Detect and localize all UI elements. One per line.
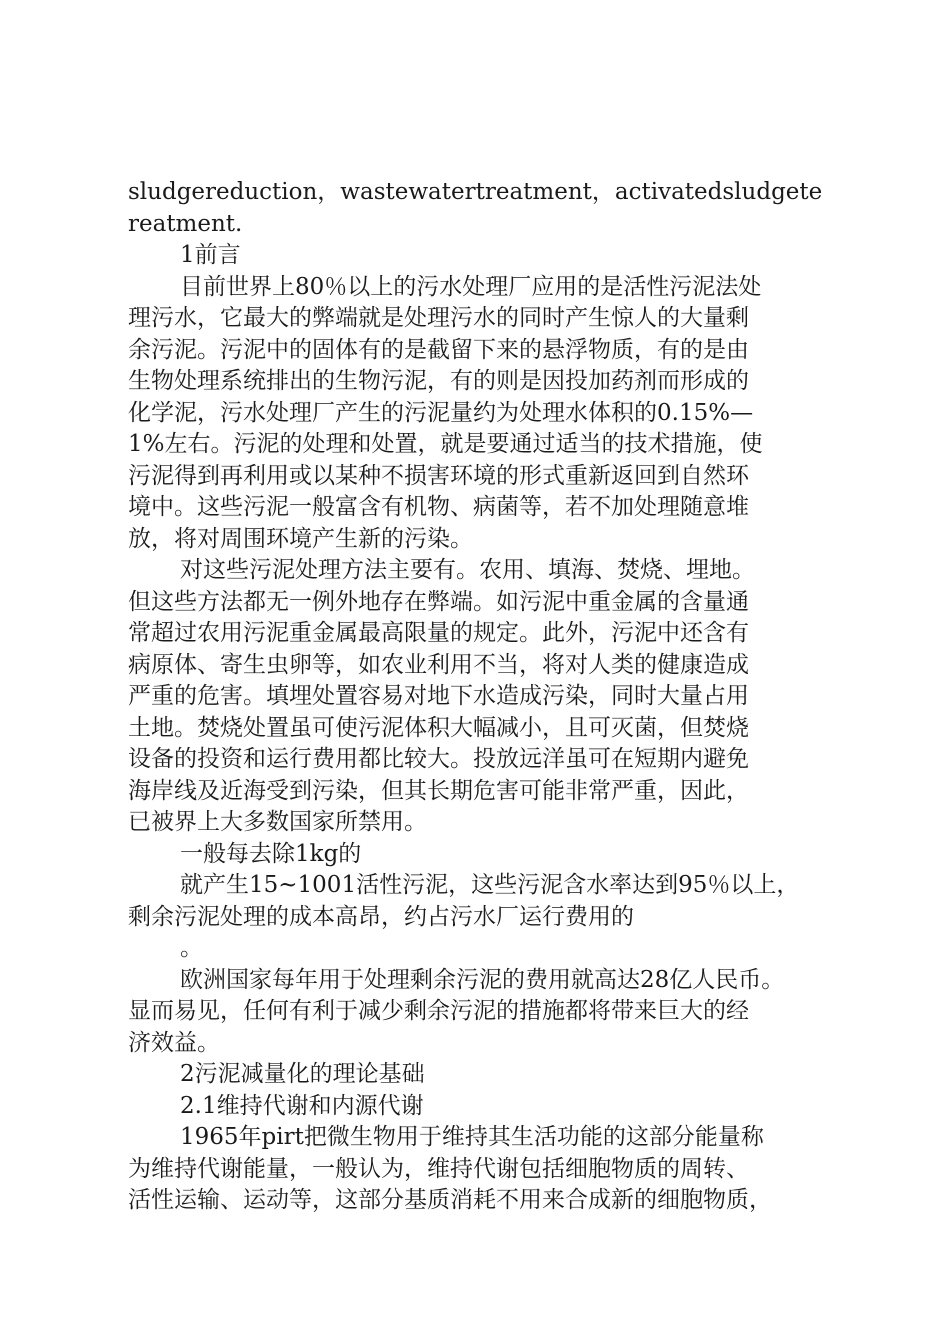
text-line: 境中。这些污泥一般富含有机物、病菌等，若不加处理随意堆 <box>128 494 749 520</box>
text-line: 污泥得到再利用或以某种不损害环境的形式重新返回到自然环 <box>128 462 749 489</box>
text-line: 土地。焚烧处置虽可使污泥体积大幅减小，且可灭菌，但焚烧 <box>128 714 749 741</box>
text-line: 2污泥减量化的理论基础 <box>180 1061 425 1087</box>
text-line: 常超过农用污泥重金属最高限量的规定。此外，污泥中还含有 <box>128 620 749 646</box>
document-body <box>128 177 833 1217</box>
text-line: sludgereduction，wastewatertreatment，activatedsludgete <box>128 179 823 205</box>
text-line: 。 <box>180 935 203 961</box>
text-line: 目前世界上80％以上的污水处理厂应用的是活性污泥法处 <box>180 273 762 300</box>
text-line: 理污水，它最大的弊端就是处理污水的同时产生惊人的大量剩 <box>128 305 749 331</box>
text-line: 2.1维持代谢和内源代谢 <box>180 1092 424 1119</box>
text-line: 但这些方法都无一例外地存在弊端。如污泥中重金属的含量通 <box>128 588 749 615</box>
text-line: 1%左右。污泥的处理和处置，就是要通过适当的技术措施，使 <box>128 431 763 457</box>
text-line: reatment. <box>128 210 243 237</box>
text-line: 1前言 <box>180 242 241 268</box>
text-line: 活性运输、运动等，这部分基质消耗不用来合成新的细胞物质， <box>128 1187 772 1213</box>
text-line: 生物处理系统排出的生物污泥，有的则是因投加药剂而形成的 <box>128 368 749 394</box>
text-line: 已被界上大多数国家所禁用。 <box>128 809 427 835</box>
text-line: 设备的投资和运行费用都比较大。投放远洋虽可在短期内避免 <box>128 746 749 772</box>
text-line: 放，将对周围环境产生新的污染。 <box>128 525 473 552</box>
text-line: 剩余污泥处理的成本高昂，约占污水厂运行费用的 <box>128 903 634 930</box>
text-line: 就产生15~1001活性污泥，这些污泥含水率达到95％以上， <box>180 872 800 898</box>
text-line: 一般每去除1kg的 <box>180 840 362 867</box>
text-line: 济效益。 <box>128 1029 220 1056</box>
text-line: 病原体、寄生虫卵等，如农业利用不当，将对人类的健康造成 <box>128 651 749 678</box>
text-line: 显而易见，任何有利于减少剩余污泥的措施都将带来巨大的经 <box>128 998 749 1024</box>
text-line: 欧洲国家每年用于处理剩余污泥的费用就高达28亿人民币。 <box>180 966 785 993</box>
text-line: 海岸线及近海受到污染，但其长期危害可能非常严重，因此， <box>128 777 749 804</box>
text-line: 化学泥，污水处理厂产生的污泥量约为处理水体积的0.15%— <box>128 399 754 426</box>
text-line: 严重的危害。填埋处置容易对地下水造成污染，同时大量占用 <box>128 683 749 709</box>
text-line: 为维持代谢能量，一般认为，维持代谢包括细胞物质的周转、 <box>128 1155 749 1182</box>
text-line: 余污泥。污泥中的固体有的是截留下来的悬浮物质，有的是由 <box>128 336 749 363</box>
text-line: 1965年pirt把微生物用于维持其生活功能的这部分能量称 <box>180 1124 764 1150</box>
text-line: 对这些污泥处理方法主要有。农用、填海、焚烧、埋地。 <box>180 557 755 583</box>
